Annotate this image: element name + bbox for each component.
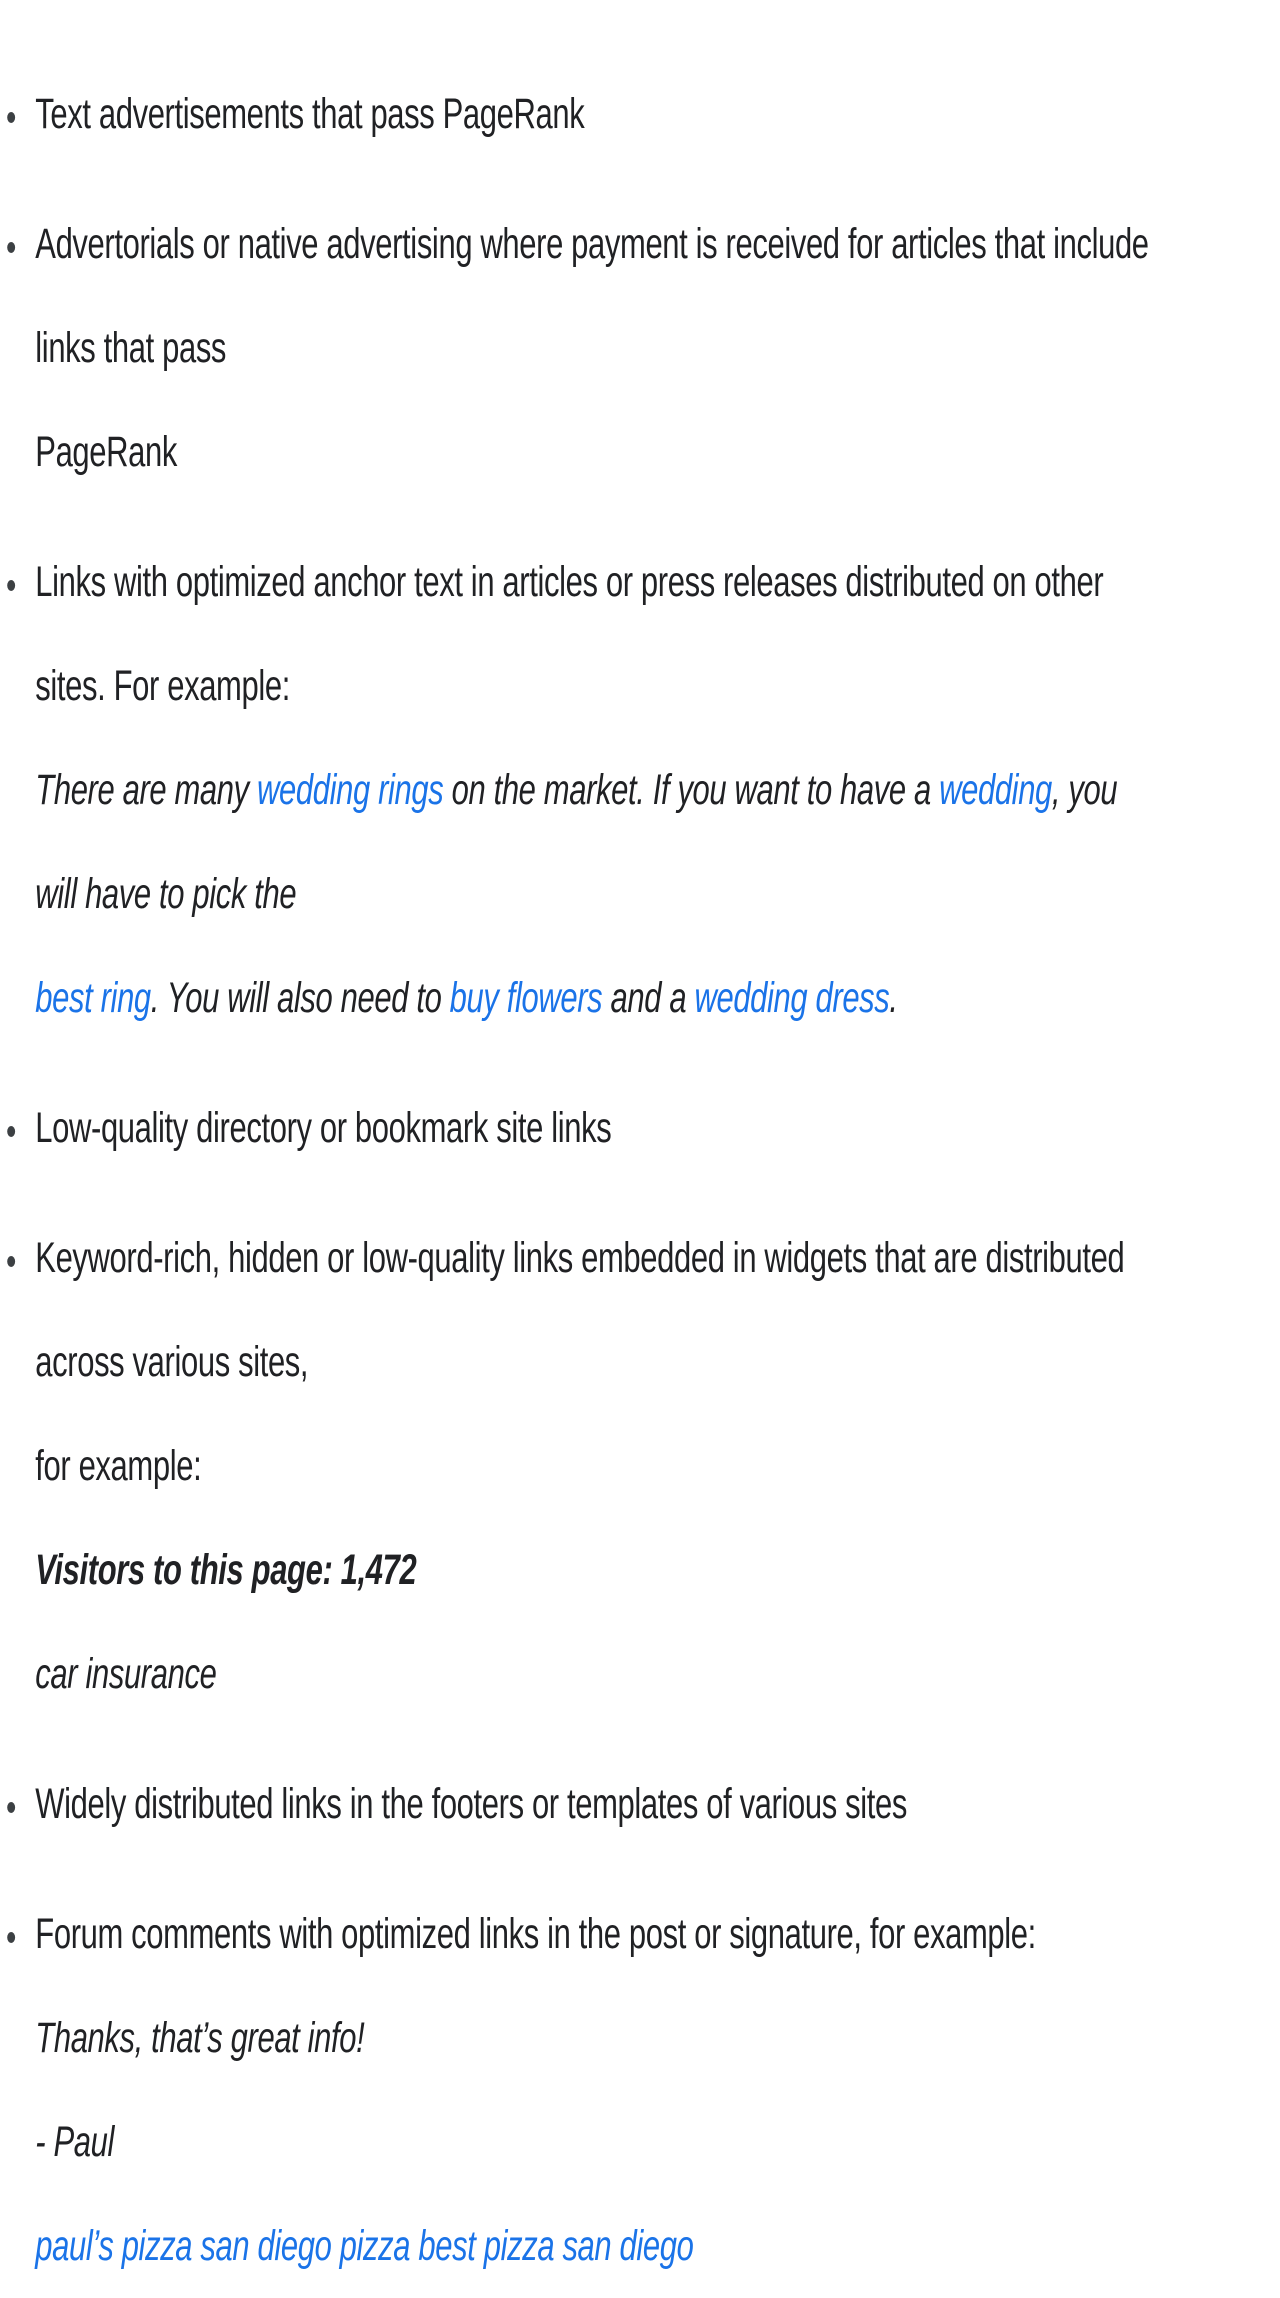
content-column <box>0 62 1166 2298</box>
list-item <box>0 530 1166 1050</box>
list-item-text: Text advertisements that pass PageRank <box>35 90 585 138</box>
list-item <box>0 1076 1166 1180</box>
signature-link-line <box>35 2194 1166 2298</box>
example-text: . <box>889 974 898 1022</box>
wedding-dress-link[interactable]: wedding dress <box>694 974 890 1022</box>
buy-flowers-link[interactable]: buy flowers <box>449 974 603 1022</box>
example-line-2 <box>35 946 1166 1050</box>
example-line-1 <box>35 738 1166 946</box>
list-item-text: Low-quality directory or bookmark site links <box>35 1104 612 1152</box>
widget-anchor-text: car insurance <box>35 1650 217 1698</box>
list-item <box>0 1206 1166 1726</box>
signature-link[interactable]: paul’s pizza san diego pizza best pizza san diego <box>35 2222 694 2270</box>
unnatural-links-list <box>0 62 1166 2298</box>
list-item-intro-line-1: Keyword-rich, hidden or low-quality links embedded in widgets that are distributed across various sites, <box>35 1234 1125 1386</box>
example-text: on the market. If you want to have a <box>443 766 940 814</box>
best-ring-link[interactable]: best ring <box>35 974 151 1022</box>
example-text: . You will also need to <box>150 974 450 1022</box>
list-item-text-line-2: PageRank <box>35 428 177 476</box>
wedding-rings-link[interactable]: wedding rings <box>257 766 444 814</box>
list-item-intro: Links with optimized anchor text in articles or press releases distributed on other sites. For example: <box>35 558 1104 710</box>
wedding-link[interactable]: wedding <box>939 766 1052 814</box>
list-item <box>0 1882 1166 2298</box>
list-item-intro: Forum comments with optimized links in the post or signature, for example: <box>35 1910 1036 1958</box>
list-item <box>0 192 1166 504</box>
list-item-text-line-1: Advertorials or native advertising where payment is received for articles that include links that pass <box>35 220 1149 372</box>
example-text: and a <box>602 974 695 1022</box>
visitor-counter: Visitors to this page: 1,472 <box>35 1546 417 1594</box>
example-text: , you will have to pick the <box>35 766 1118 918</box>
example-text: There are many <box>35 766 258 814</box>
forum-signature: - Paul <box>35 2118 115 2166</box>
list-item-intro-line-2: for example: <box>35 1442 202 1490</box>
list-item <box>0 1752 1166 1856</box>
list-item-text: Widely distributed links in the footers or templates of various sites <box>35 1780 907 1828</box>
forum-comment: Thanks, that’s great info! <box>35 2014 365 2062</box>
list-item <box>0 62 1166 166</box>
